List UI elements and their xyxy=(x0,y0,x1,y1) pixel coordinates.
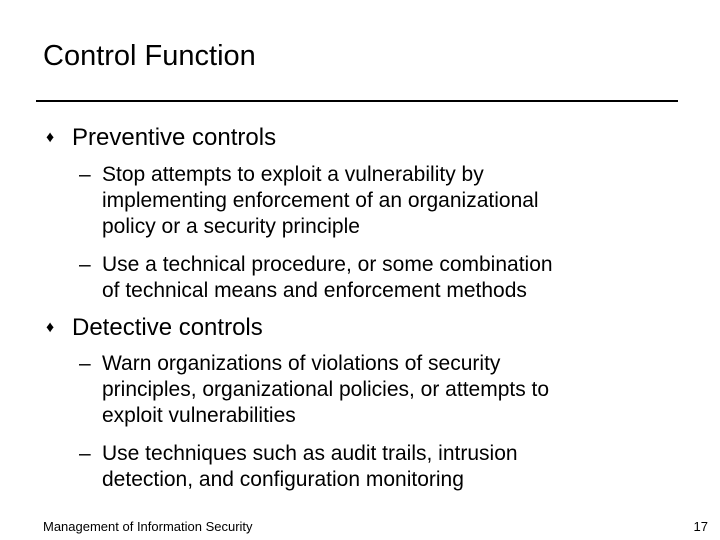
bullet-text: Preventive controls xyxy=(72,124,277,151)
dash-bullet-icon: – xyxy=(79,163,91,186)
title-divider xyxy=(36,100,678,102)
sub-bullet-line: of technical means and enforcement methods xyxy=(102,279,527,302)
sub-bullet-line: implementing enforcement of an organizational xyxy=(102,189,539,212)
sub-bullet-line: Use a technical procedure, or some combination xyxy=(102,253,553,276)
sub-bullet-line: Stop attempts to exploit a vulnerability by xyxy=(102,163,484,186)
sub-bullet-line: exploit vulnerabilities xyxy=(102,404,296,427)
sub-bullet-line: Use techniques such as audit trails, intrusion xyxy=(102,442,518,465)
slide-title: Control Function xyxy=(43,40,256,72)
dash-bullet-icon: – xyxy=(79,442,91,465)
sub-bullet-line: principles, organizational policies, or attempts to xyxy=(102,378,550,401)
sub-bullet-line: detection, and configuration monitoring xyxy=(102,468,464,491)
dash-bullet-icon: – xyxy=(79,352,91,375)
sub-bullet-line: policy or a security principle xyxy=(102,215,360,238)
bullet-text: Detective controls xyxy=(72,314,263,341)
dash-bullet-icon: – xyxy=(79,253,91,276)
diamond-bullet-icon: ♦ xyxy=(46,129,55,146)
sub-bullet-line: Warn organizations of violations of security xyxy=(102,352,501,375)
diamond-bullet-icon: ♦ xyxy=(46,319,55,336)
page-number: 17 xyxy=(693,519,708,534)
slide-footer: Management of Information Security xyxy=(43,519,253,534)
